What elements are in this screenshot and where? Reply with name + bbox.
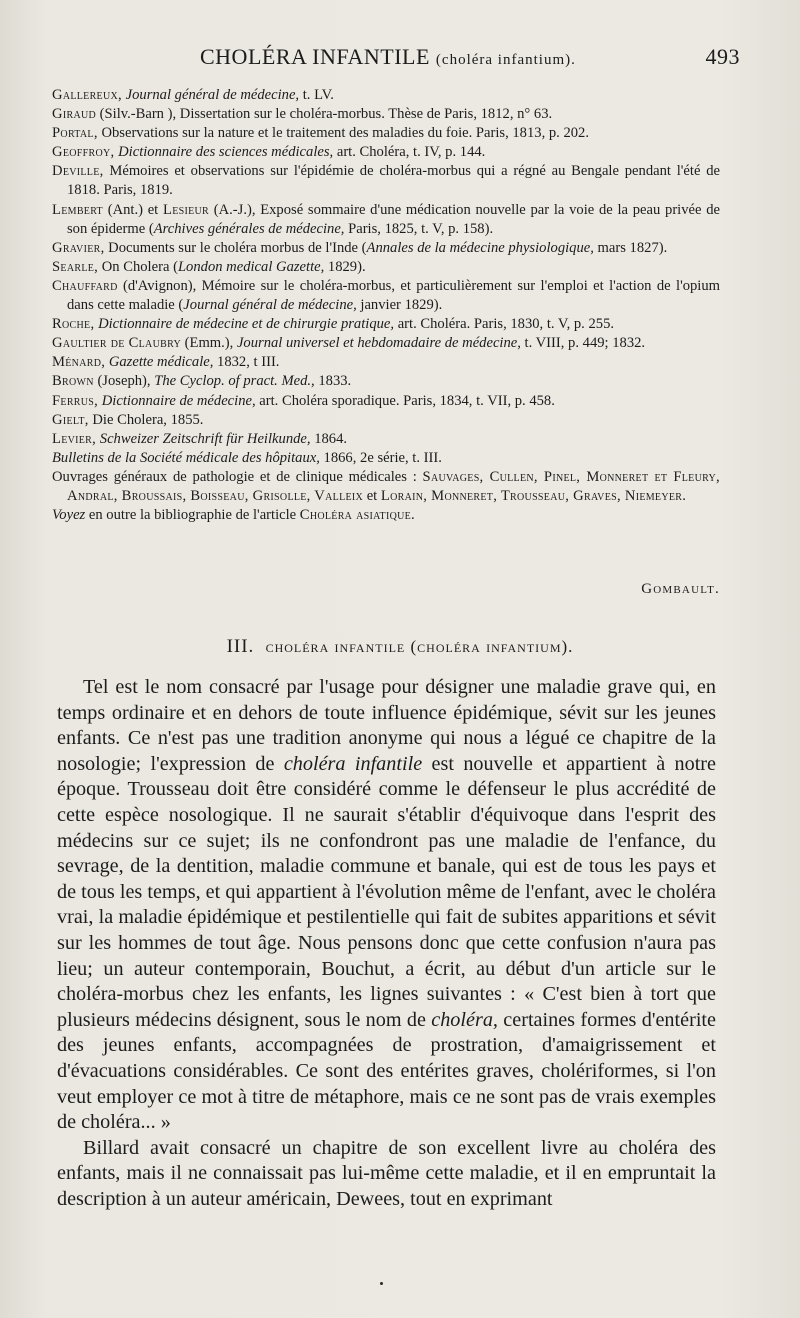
bib-author: Portal, xyxy=(52,125,98,142)
bib-entry xyxy=(52,372,720,391)
bib-entry xyxy=(52,277,720,315)
author-signature: Gombault. xyxy=(641,581,720,597)
paragraph-text: est nouvelle et appartient à notre époque. Trousseau doit être considéré comme le défenseur le plus accrédité de cette espèce nosologique. Il ne saurait s'établir d'équivoque dans l'esprit des médecins sur ce sujet; ils ne confondront pas une maladie de l'enfance, du sevrage, de la dentition, maladie commune et banale, qui est de tous les pays et de tous les temps, et qui appartient à l'évolution même de l'enfant, avec le choléra vrai, la maladie épidémique et pestilentielle qui fait de subites apparitions et sévit sur les hommes de tout âge. Nous pensons donc que cette confusion n'aura pas lieu; un auteur contemporain, Bouchut, a écrit, au début d'un article sur le choléra-morbus chez les enfants, les lignes suivantes : « C'est bien à tort que plusieurs médecins désignent, sous le nom de xyxy=(57,752,716,1031)
bib-text: (A.-J.), Exposé sommaire d'une médication nouvelle par la voie de la peau privée de son épiderme ( xyxy=(67,201,720,237)
bib-title: Annales de la médecine physiologique, xyxy=(366,239,594,256)
section-title: choléra infantile (choléra infantium). xyxy=(265,637,574,656)
bib-author: Brown xyxy=(52,373,94,390)
bib-entry xyxy=(52,430,720,449)
bib-entry xyxy=(52,315,720,334)
bib-author: Gravier, xyxy=(52,239,105,256)
page-number: 493 xyxy=(705,44,740,69)
bib-rest: 1833. xyxy=(314,373,352,390)
running-title xyxy=(200,44,576,70)
paragraph xyxy=(57,675,716,1136)
bib-title: Dictionnaire des sciences médicales, xyxy=(118,144,334,161)
bib-title: Bulletins de la Société médicale des hôpitaux, xyxy=(52,449,320,466)
bib-author: Giraud xyxy=(52,106,97,123)
bib-author: Gallereux, xyxy=(52,87,122,103)
bib-author: Ferrus, xyxy=(52,392,99,409)
bib-entry xyxy=(52,392,720,411)
paragraph-text: Tel est le nom consacré par l'usage pour désigner une maladie grave qui, en temps ordinaire et en dehors de toute influence épidémique, sévit sur les jeunes enfants. Ce n'est pas une tradition anonyme qui nous a légué ce chapitre de la nosologie; l'expression de xyxy=(57,676,716,775)
bib-text: (Joseph), xyxy=(93,373,155,390)
bib-author: Lesieur xyxy=(162,201,209,218)
paragraph xyxy=(57,1136,716,1213)
bib-rest: t. VIII, p. 449; 1832. xyxy=(520,335,646,352)
paragraph-text: certaines formes d'entérite des jeunes enfants, accompagnées de prostration, d'amaigrissement et d'évacuations considérables. Ce sont des entérites graves, cholériformes, si l'on veut employer ce mot à titre de métaphore, mais ce ne sont pas de vrais exemples de choléra... » xyxy=(57,1008,716,1134)
bib-title: Dictionnaire de médecine et de chirurgie pratique, xyxy=(98,316,395,333)
paragraph-emphasis: choléra, xyxy=(431,1008,498,1031)
bib-rest: 1864. xyxy=(310,430,348,447)
bib-author: Ménard, xyxy=(52,354,106,371)
bib-author: Searle, xyxy=(52,258,99,275)
bib-title: The Cyclop. of pract. Med., xyxy=(154,373,315,390)
bib-text: (Silv.-Barn ), Dissertation sur le choléra-morbus. Thèse de Paris, 1812, n° 63. xyxy=(96,106,553,123)
bib-author: Chauffard xyxy=(52,277,118,294)
bib-entry xyxy=(52,162,720,200)
bib-rest: art. Choléra, t. IV, p. 144. xyxy=(333,144,486,161)
bib-text: Mémoires et observations sur l'épidémie de choléra-morbus qui a régné au Bengale pendant l'été de 1818. Paris, 1819. xyxy=(67,163,720,199)
bib-author: Roche, xyxy=(52,316,95,333)
bib-text: Observations sur la nature et le traitement des maladies du foie. Paris, 1813, p. 202. xyxy=(97,125,589,142)
bib-title: Schweizer Zeitschrift für Heilkunde, xyxy=(99,430,311,447)
bib-rest: 1829). xyxy=(324,258,366,275)
bib-author: Levier, xyxy=(52,430,97,447)
bib-entry xyxy=(52,105,720,124)
bib-title: London medical Gazette, xyxy=(177,258,325,275)
bib-text: Die Cholera, 1855. xyxy=(88,411,204,428)
running-title-main: CHOLÉRA INFANTILE xyxy=(200,44,430,69)
paragraph-emphasis: choléra infantile xyxy=(283,752,423,775)
bib-entry xyxy=(52,353,720,372)
bib-author: Gaultier de Claubry xyxy=(52,335,182,352)
bib-text: On Cholera ( xyxy=(98,258,178,275)
print-speck xyxy=(380,1282,383,1285)
bib-rest: en outre la bibliographie de l'article xyxy=(85,507,300,524)
body-text xyxy=(57,675,716,1212)
bib-entry xyxy=(52,449,720,468)
bibliography xyxy=(52,86,720,525)
bib-authors-list: Sauvages, Cullen, Pinel, Monneret et Fleury, Andral, Broussais, Boisseau, Grisolle, Valleix xyxy=(67,468,720,504)
bib-text: et xyxy=(363,487,381,504)
section-heading xyxy=(0,636,800,658)
bib-title: Dictionnaire de médecine, xyxy=(101,392,256,409)
bib-title: Journal général de médecine, xyxy=(125,87,300,103)
bib-entry xyxy=(52,506,720,525)
bib-text: (d'Avignon), Mémoire sur le choléra-morbus, et particulièrement sur l'emploi et l'action de l'opium dans cette maladie ( xyxy=(67,277,720,314)
bib-rest: mars 1827). xyxy=(593,239,668,256)
bib-rest: janvier 1829). xyxy=(356,297,443,314)
bib-rest: art. Choléra. Paris, 1830, t. V, p. 255. xyxy=(394,316,615,333)
bib-crossref: Choléra asiatique. xyxy=(299,507,415,524)
bib-entry xyxy=(52,143,720,162)
bib-entry xyxy=(52,258,720,277)
bib-rest: Paris, 1825, t. V, p. 158). xyxy=(344,220,494,237)
bib-rest: art. Choléra sporadique. Paris, 1834, t. VII, p. 458. xyxy=(255,392,555,409)
bib-title: Archives générales de médecine, xyxy=(153,220,345,237)
bib-rest: 1866, 2e série, t. III. xyxy=(319,449,442,466)
bib-author: Geoffroy, xyxy=(52,144,115,161)
running-title-paren: (choléra infantium). xyxy=(435,52,576,68)
bib-voyez: Voyez xyxy=(52,507,86,524)
bib-entry xyxy=(52,201,720,239)
section-number: III. xyxy=(226,636,255,657)
bib-entry xyxy=(52,334,720,353)
bib-rest: t. LV. xyxy=(299,87,334,103)
bib-author: Deville, xyxy=(52,163,104,180)
bib-text: (Emm.), xyxy=(181,335,237,352)
bib-title: Gazette médicale, xyxy=(108,354,214,371)
bib-entry xyxy=(52,411,720,430)
paragraph-text: Billard avait consacré un chapitre de son excellent livre au choléra des enfants, mais il ne connaissait pas lui-même cette maladie, et il en empruntait la description à un auteur américain, Dewees, tout en exprimant xyxy=(57,1136,716,1210)
bib-text: Documents sur le choléra morbus de l'Inde ( xyxy=(104,239,367,256)
bib-rest: 1832, t III. xyxy=(213,354,280,371)
bib-entry xyxy=(52,468,720,506)
bib-text: (Ant.) et xyxy=(102,201,163,218)
bib-author: Lembert xyxy=(52,201,103,218)
bib-authors-list: Lorain, Monneret, Trousseau, Graves, Niemeyer. xyxy=(380,487,687,504)
bib-author: Gielt, xyxy=(52,411,89,428)
bib-entry xyxy=(52,239,720,258)
bib-text: Ouvrages généraux de pathologie et de clinique médicales : xyxy=(52,468,423,485)
bib-title: Journal universel et hebdomadaire de médecine, xyxy=(236,335,521,352)
bib-entry xyxy=(52,124,720,143)
bib-entry xyxy=(52,86,720,105)
bib-title: Journal général de médecine, xyxy=(183,297,357,314)
